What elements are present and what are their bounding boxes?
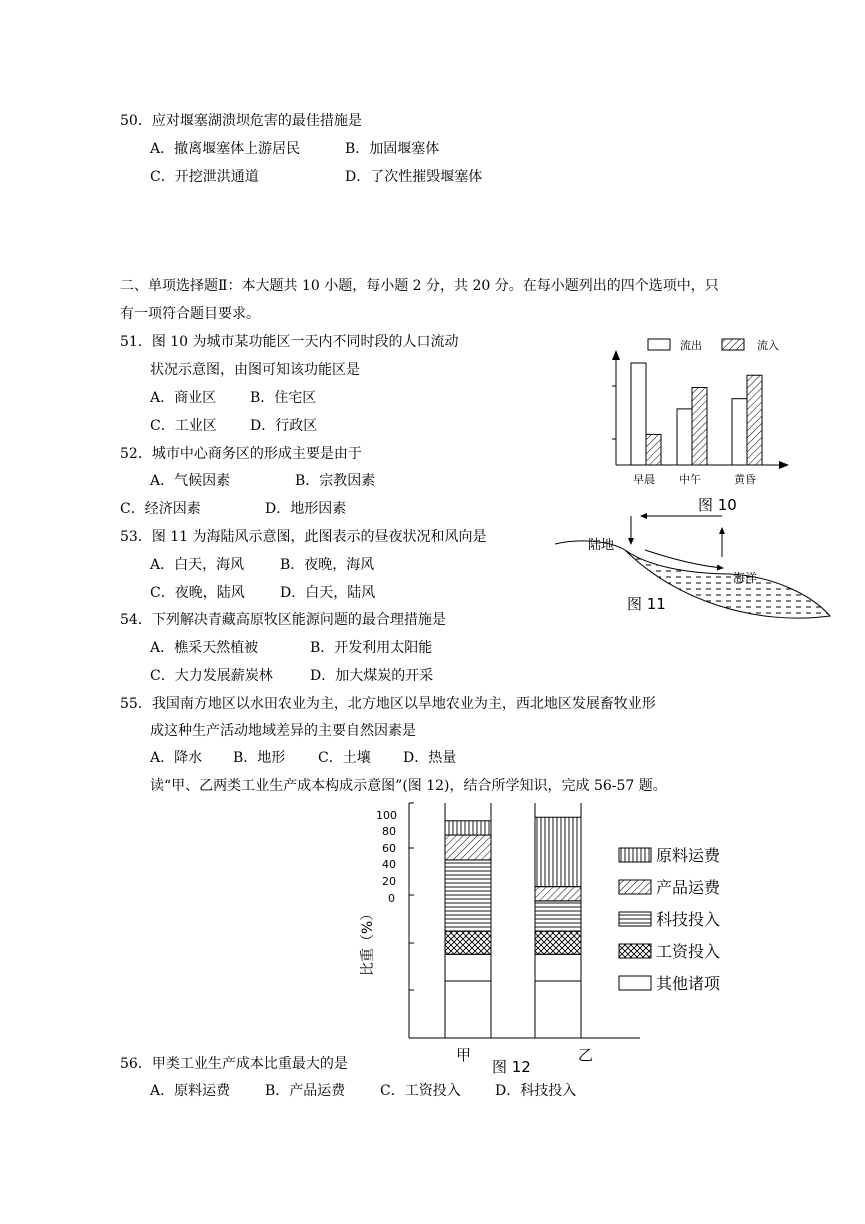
q51-stem-line2: 状况示意图，由图可知该功能区是 bbox=[150, 362, 360, 378]
q53-option-d: D．白天，陆风 bbox=[280, 585, 376, 601]
q51-option-c: C．工业区 bbox=[150, 418, 217, 434]
x-axis-arrow bbox=[779, 461, 789, 469]
figure-10-caption: 图 10 bbox=[698, 496, 737, 514]
reading-instruction: 读“甲、乙两类工业生产成本构成示意图”(图 12)，结合所学知识，完成 56-57 题。 bbox=[150, 778, 667, 794]
y-tick-label: 40 bbox=[382, 858, 396, 871]
bar-inflow-0 bbox=[646, 434, 661, 465]
stack-segment-1-1 bbox=[535, 931, 581, 954]
y-tick-label: 60 bbox=[382, 842, 396, 855]
q52-option-b: B．宗教因素 bbox=[295, 473, 376, 489]
q55-option-d: D．热量 bbox=[403, 750, 457, 766]
q53-option-b: B．夜晚，海风 bbox=[280, 557, 375, 573]
q50-option-c: C．开挖泄洪通道 bbox=[150, 169, 259, 185]
q50-stem: 50．应对堰塞湖溃坝危害的最佳措施是 bbox=[120, 113, 362, 129]
q55-option-c: C．土壤 bbox=[318, 750, 371, 766]
q52-stem: 52．城市中心商务区的形成主要是由于 bbox=[120, 446, 362, 462]
q55-option-a: A．降水 bbox=[150, 750, 203, 766]
legend-label: 其他诸项 bbox=[656, 974, 721, 993]
y-tick-label: 20 bbox=[382, 875, 396, 888]
q52-option-a: A．气候因素 bbox=[150, 473, 231, 489]
q54-option-c: C．大力发展薪炭林 bbox=[150, 668, 273, 684]
q56-option-a: A．原料运费 bbox=[150, 1083, 231, 1099]
y-axis-arrow bbox=[612, 350, 620, 360]
legend-label: 原料运费 bbox=[656, 846, 721, 865]
y-axis-title: 比重（%） bbox=[360, 906, 376, 976]
x-category-label: 早晨 bbox=[633, 473, 655, 486]
section2-line1: 二、单项选择题Ⅱ：本大题共 10 小题，每小题 2 分，共 20 分。在每小题列出的四个选项中，只 bbox=[120, 278, 719, 294]
legend-swatch-other bbox=[619, 976, 651, 990]
q53-option-a: A．白天，海风 bbox=[150, 557, 245, 573]
stack-segment-0-3 bbox=[445, 835, 491, 860]
bar-inflow-1 bbox=[692, 387, 707, 465]
q55-option-b: B．地形 bbox=[233, 750, 286, 766]
q51-option-d: D．行政区 bbox=[250, 418, 318, 434]
land-label: 陆地 bbox=[588, 538, 615, 553]
q53-stem: 53．图 11 为海陆风示意图，此图表示的昼夜状况和风向是 bbox=[120, 529, 487, 545]
bar-outflow-2 bbox=[732, 399, 747, 465]
q52-option-c: C．经济因素 bbox=[120, 501, 201, 517]
x-category-label: 中午 bbox=[679, 473, 701, 486]
q50-option-a: A．撤离堰塞体上游居民 bbox=[150, 141, 301, 157]
q56-option-d: D．科技投入 bbox=[495, 1083, 577, 1099]
q56-stem: 56．甲类工业生产成本比重最大的是 bbox=[120, 1056, 348, 1072]
legend-outflow-swatch bbox=[648, 339, 670, 350]
legend-outflow-label: 流出 bbox=[680, 339, 702, 352]
y-tick-label: 80 bbox=[382, 825, 396, 838]
figure-12-caption: 图 12 bbox=[492, 1058, 531, 1076]
stack-segment-1-0 bbox=[535, 954, 581, 981]
figure-11-caption: 图 11 bbox=[627, 595, 666, 613]
legend-swatch-raw-material bbox=[619, 848, 651, 862]
legend-inflow-label: 流入 bbox=[757, 339, 779, 352]
x-category-label: 甲 bbox=[456, 1046, 472, 1064]
x-category-label: 乙 bbox=[578, 1046, 594, 1064]
bar-inflow-2 bbox=[747, 375, 762, 465]
q54-stem: 54．下列解决青藏高原牧区能源问题的最合理措施是 bbox=[120, 612, 446, 628]
stack-segment-0-1 bbox=[445, 931, 491, 954]
q54-option-d: D．加大煤炭的开采 bbox=[310, 668, 434, 684]
legend-swatch-wage bbox=[619, 944, 651, 958]
y-tick-label: 100 bbox=[376, 809, 397, 822]
stack-segment-1-2 bbox=[535, 901, 581, 931]
section2-line2: 有一项符合题目要求。 bbox=[120, 306, 260, 322]
legend-swatch-product bbox=[619, 880, 651, 894]
figure-10 bbox=[595, 328, 795, 523]
bar-outflow-0 bbox=[631, 363, 646, 465]
y-tick-label: 0 bbox=[388, 892, 395, 905]
stack-segment-0-4 bbox=[445, 821, 491, 835]
stack-segment-1-3 bbox=[535, 887, 581, 901]
q51-stem-line1: 51．图 10 为城市某功能区一天内不同时段的人口流动 bbox=[120, 334, 459, 350]
stack-segment-0-0 bbox=[445, 954, 491, 981]
q50-option-b: B．加固堰塞体 bbox=[345, 141, 440, 157]
q52-option-d: D．地形因素 bbox=[265, 501, 347, 517]
figure-11 bbox=[555, 508, 845, 638]
q56-option-b: B．产品运费 bbox=[265, 1083, 346, 1099]
x-category-label: 黄昏 bbox=[734, 473, 756, 486]
legend-label: 工资投入 bbox=[656, 942, 721, 961]
q54-option-a: A．樵采天然植被 bbox=[150, 640, 259, 656]
bar-outflow-1 bbox=[677, 409, 692, 465]
q55-stem-line1: 55．我国南方地区以水田农业为主，北方地区以旱地农业为主，西北地区发展畜牧业形 bbox=[120, 696, 656, 712]
q51-option-a: A．商业区 bbox=[150, 390, 217, 406]
legend-label: 科技投入 bbox=[656, 910, 721, 929]
stack-segment-1-4 bbox=[535, 817, 581, 886]
q55-stem-line2: 成这种生产活动地域差异的主要自然因素是 bbox=[150, 723, 416, 739]
figure-12 bbox=[352, 798, 757, 1078]
q54-option-b: B．开发利用太阳能 bbox=[310, 640, 433, 656]
sea-label: 海洋 bbox=[733, 571, 758, 585]
q51-option-b: B．住宅区 bbox=[250, 390, 317, 406]
q56-option-c: C．工资投入 bbox=[380, 1083, 461, 1099]
legend-label: 产品运费 bbox=[656, 878, 721, 897]
legend-inflow-swatch bbox=[722, 339, 744, 350]
q50-option-d: D．了次性摧毁堰塞体 bbox=[345, 169, 483, 185]
stack-segment-0-2 bbox=[445, 860, 491, 931]
legend-swatch-tech bbox=[619, 912, 651, 926]
q53-option-c: C．夜晚，陆风 bbox=[150, 585, 245, 601]
